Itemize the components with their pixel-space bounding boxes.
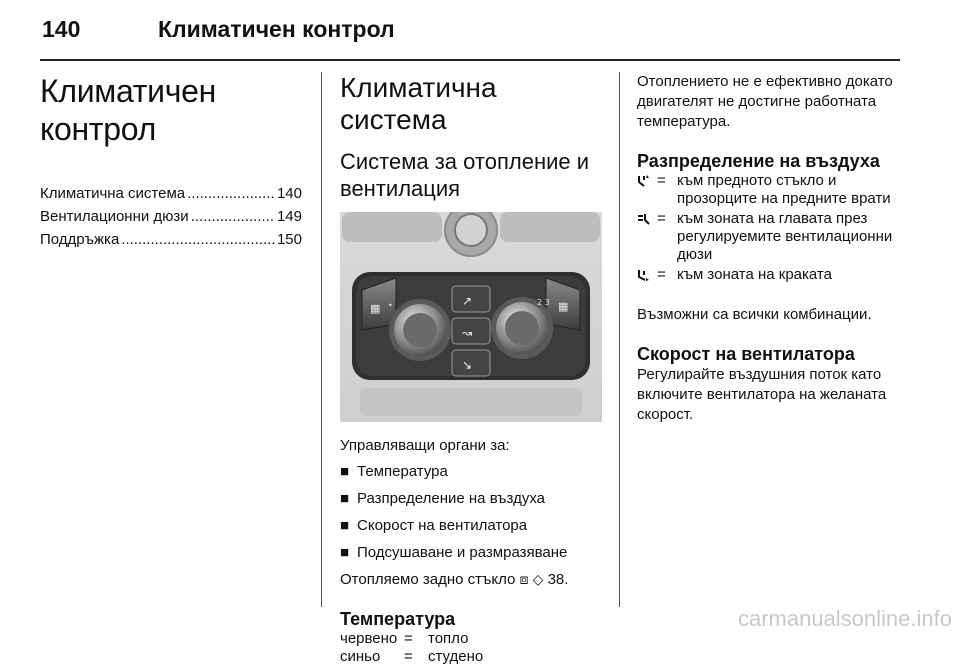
subsection-title: Система за отопление и вентилация bbox=[340, 149, 590, 201]
toc-leader-dots bbox=[191, 205, 275, 228]
toc-item[interactable] bbox=[40, 205, 302, 228]
equals-sign: = bbox=[657, 266, 666, 283]
svg-text:▦: ▦ bbox=[370, 302, 381, 315]
equals-sign: = bbox=[657, 210, 666, 227]
list-item bbox=[637, 172, 905, 208]
list-item bbox=[340, 543, 602, 563]
svg-text:↗: ↗ bbox=[462, 294, 473, 308]
list-item bbox=[637, 266, 905, 287]
list-item-text: Подсушаване и размразяване bbox=[357, 544, 568, 561]
heated-rear-window-note bbox=[340, 570, 602, 590]
list-item-text: Разпределение на въздуха bbox=[357, 490, 546, 507]
column-divider bbox=[619, 72, 620, 607]
combinations-note: Възможни са всички комбинации. bbox=[637, 306, 872, 323]
legend-row bbox=[340, 648, 602, 666]
legend-equals: = bbox=[404, 630, 413, 647]
toc-leader-dots bbox=[187, 182, 275, 205]
toc-label: Поддръжка bbox=[40, 231, 120, 248]
list-item bbox=[340, 516, 602, 536]
foot-airflow-icon bbox=[637, 266, 657, 287]
chapter-title: Климатичен контрол bbox=[40, 73, 216, 147]
temperature-legend bbox=[340, 630, 602, 666]
air-distribution-list bbox=[637, 172, 905, 287]
heated-rear-window-text: Отопляемо задно стъкло bbox=[340, 571, 516, 588]
toc-page: 149 bbox=[276, 208, 302, 225]
square-bullet-icon: ■ bbox=[340, 544, 350, 561]
square-bullet-icon: ■ bbox=[340, 490, 350, 507]
section-title: Климатична система bbox=[340, 72, 497, 135]
square-bullet-icon: ■ bbox=[340, 517, 350, 534]
header-rule bbox=[40, 59, 900, 61]
left-column bbox=[40, 72, 302, 251]
air-distribution-heading: Разпределение на въздуха bbox=[637, 151, 880, 171]
list-item bbox=[340, 462, 602, 482]
list-item-text: Температура bbox=[357, 463, 448, 480]
legend-equals: = bbox=[404, 648, 413, 665]
list-item bbox=[340, 489, 602, 509]
svg-text:↘: ↘ bbox=[462, 358, 473, 372]
air-item-text: към зоната на главата през регулируемите вентилационни дюзи bbox=[677, 210, 893, 263]
svg-text:2 3: 2 3 bbox=[537, 298, 550, 307]
legend-value: топло bbox=[428, 630, 469, 647]
toc-label: Вентилационни дюзи bbox=[40, 208, 189, 225]
toc-page: 140 bbox=[276, 185, 302, 202]
svg-text:▦: ▦ bbox=[558, 300, 569, 313]
column-divider bbox=[321, 72, 322, 607]
toc-item[interactable] bbox=[40, 228, 302, 251]
air-item-text: към предното стъкло и прозорците на предните врати bbox=[677, 172, 891, 207]
page-number: 140 bbox=[42, 16, 81, 42]
svg-text:•: • bbox=[388, 301, 393, 310]
heated-rear-window-icon: ⧈ bbox=[519, 572, 529, 588]
head-airflow-icon bbox=[637, 210, 657, 264]
fan-speed-text: Регулирайте въздушния поток като включите вентилатора на желаната скорост. bbox=[637, 366, 887, 423]
windscreen-airflow-icon bbox=[637, 172, 657, 208]
square-bullet-icon: ■ bbox=[340, 463, 350, 480]
page-header bbox=[40, 14, 900, 60]
toc-item[interactable] bbox=[40, 182, 302, 205]
legend-key: синьо bbox=[340, 648, 381, 665]
toc-label: Климатична система bbox=[40, 185, 186, 202]
legend-key: червено bbox=[340, 630, 398, 647]
header-title: Климатичен контрол bbox=[158, 16, 395, 42]
temperature-heading: Температура bbox=[340, 609, 456, 629]
toc-page: 150 bbox=[276, 231, 302, 248]
legend-row bbox=[340, 630, 602, 648]
list-item bbox=[637, 210, 905, 264]
svg-text:↝: ↝ bbox=[462, 326, 473, 340]
fan-speed-heading: Скорост на вентилатора bbox=[637, 344, 855, 364]
heating-note: Отоплението не е ефективно докато двигателят не достигне работната температура. bbox=[637, 73, 893, 130]
list-item-text: Скорост на вентилатора bbox=[357, 517, 528, 534]
watermark: carmanualsonline.info bbox=[737, 606, 952, 631]
page-reference-icon: ◇ bbox=[532, 572, 544, 588]
toc-leader-dots bbox=[121, 228, 275, 251]
table-of-contents bbox=[40, 182, 302, 251]
controls-intro: Управляващи органи за: bbox=[340, 437, 510, 454]
climate-control-panel-photo bbox=[340, 212, 602, 422]
equals-sign: = bbox=[657, 172, 666, 189]
legend-value: студено bbox=[428, 648, 484, 665]
controls-list bbox=[340, 462, 602, 563]
middle-column bbox=[340, 72, 602, 666]
air-item-text: към зоната на краката bbox=[677, 266, 832, 283]
heated-rear-window-ref[interactable]: 38. bbox=[547, 571, 569, 588]
right-column bbox=[637, 72, 905, 425]
